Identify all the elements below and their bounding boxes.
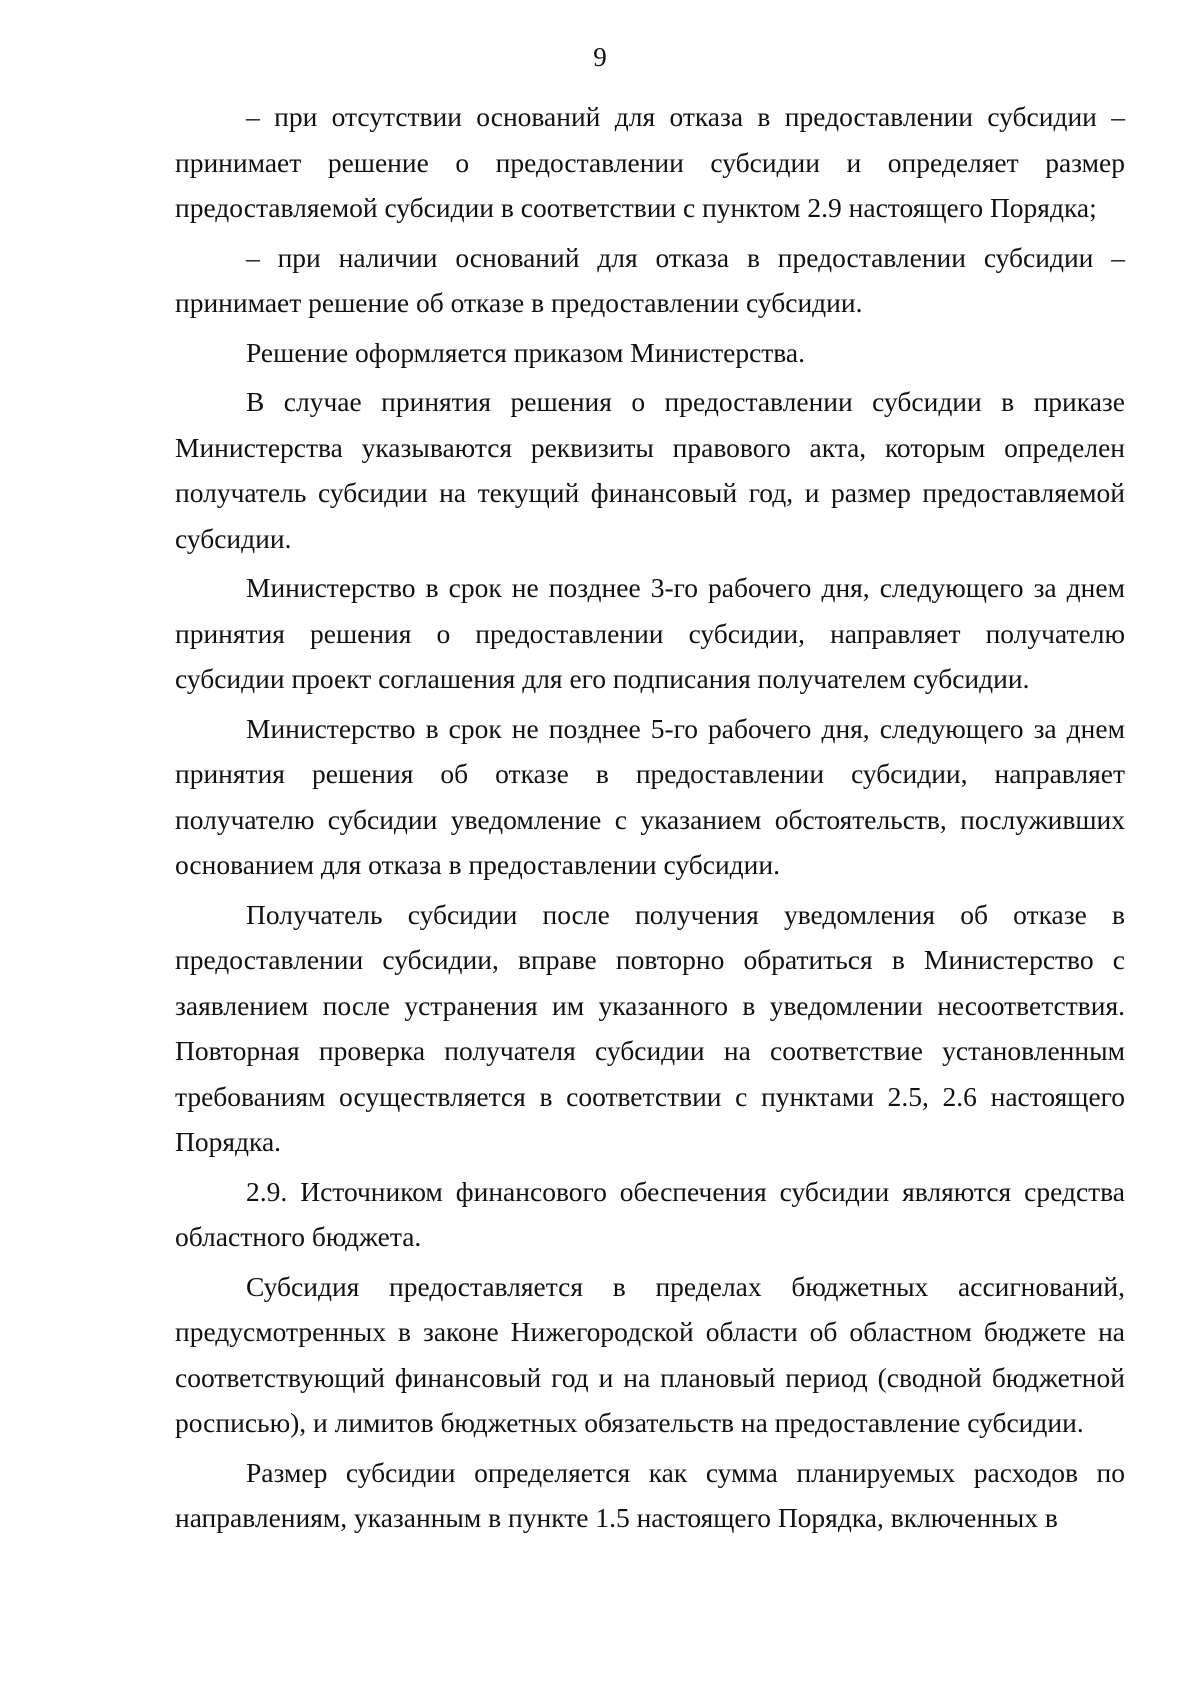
paragraph-subsidy-amount: Размер субсидии определяется как сумма планируемых расходов по направлениям, указанным в пункте 1.5 настоящего Порядка, включенных в xyxy=(175,1456,1125,1533)
paragraph-refusal-notice: Министерство в срок не позднее 5-го рабочего дня, следующего за днем принятия решения об отказе в предоставлении субсидии, направляет получателю субсидии уведомление с указанием обстоятельств, послуживших основанием для отказа в предоставлении субсидии. xyxy=(175,712,1125,880)
paragraph-agreement-draft: Министерство в срок не позднее 3-го рабочего дня, следующего за днем принятия решения о предоставлении субсидии, направляет получателю субсидии проект соглашения для его подписания получателем субсидии. xyxy=(175,572,1125,694)
document-body xyxy=(175,94,1125,1545)
paragraph-order-details: В случае принятия решения о предоставлении субсидии в приказе Министерства указываются реквизиты правового акта, которым определен получатель субсидии на текущий финансовый год, и размер предоставляемой субсидии. xyxy=(175,386,1125,554)
paragraph-grounds-for-refusal: – при наличии оснований для отказа в предоставлении субсидии – принимает решение об отказе в предоставлении субсидии. xyxy=(175,241,1125,318)
paragraph-no-grounds-for-refusal: – при отсутствии оснований для отказа в предоставлении субсидии – принимает решение о предоставлении субсидии и определяет размер предоставляемой субсидии в соответствии с пунктом 2.9 настоящего Порядка; xyxy=(175,101,1125,223)
paragraph-budget-limits: Субсидия предоставляется в пределах бюджетных ассигнований, предусмотренных в законе Нижегородской области об областном бюджете на соответствующий финансовый год и на плановый период (сводной бюджетной росписью), и лимитов бюджетных обязательств на предоставление субсидии. xyxy=(175,1270,1125,1438)
page-number: 9 xyxy=(593,42,607,72)
paragraph-section-2-9: 2.9. Источником финансового обеспечения субсидии являются средства областного бюджета. xyxy=(175,1175,1125,1252)
paragraph-reapplication: Получатель субсидии после получения уведомления об отказе в предоставлении субсидии, вправе повторно обратиться в Министерство с заявлением после устранения им указанного в уведомлении несоответствия. Повторная проверка получателя субсидии на соответствие установленным требованиям осуществляется в соответствии с пунктами 2.5, 2.6 настоящего Порядка. xyxy=(175,898,1125,1157)
paragraph-decision-order: Решение оформляется приказом Министерства. xyxy=(246,336,805,368)
